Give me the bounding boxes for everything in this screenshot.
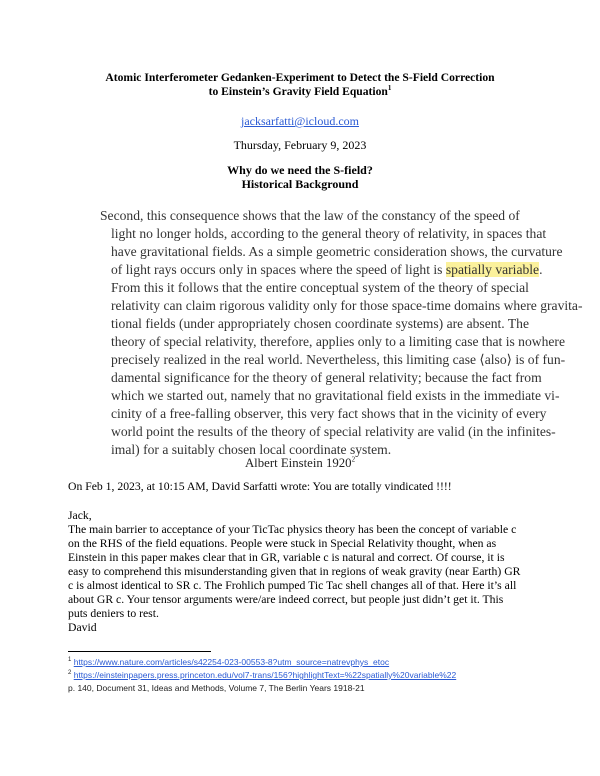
highlighted-text: spatially variable — [445, 262, 540, 277]
author-email — [0, 114, 600, 129]
quote-line: world point the results of the theory of special relativity are valid (in the infinites- — [111, 424, 556, 439]
quote-line: damental significance for the theory of general relativity; because the fact from — [111, 370, 542, 385]
quote-line: light no longer holds, according to the general theory of relativity, in spaces that — [111, 226, 547, 241]
footnote-2: $^2$ https://einsteinpapers.press.princeton.edu/vol7-trans/156?highlightText=%22spatially%20variable%22 — [68, 670, 457, 680]
quote-line: cinity of a free-falling observer, this very fact shows that in the vicinity of every — [111, 406, 547, 421]
section-heading: Why do we need the S-field? — [227, 163, 373, 177]
email-signoff: David — [68, 621, 97, 634]
email-line: easy to comprehend this misunderstanding given that in regions of weak gravity (near Earth) GR — [68, 565, 521, 578]
quote-attribution: Albert Einstein 1920$^2$ — [244, 455, 356, 470]
quote-line: of light rays occurs only in spaces where the speed of light is spatially variable. — [111, 262, 543, 277]
quote-line: imal) for a suitably chosen local coordinate system. — [111, 442, 392, 457]
quote-line: theory of special relativity, therefore, applies only to a limiting case that is nowhere — [111, 334, 565, 349]
email-line: The main barrier to acceptance of your TicTac physics theory has been the concept of variable c — [68, 523, 517, 536]
quote-line: Second, this consequence shows that the law of the constancy of the speed of — [100, 208, 520, 223]
footnote-divider — [68, 651, 211, 652]
quote-line: From this it follows that the entire conceptual system of the theory of special — [111, 280, 529, 295]
footnote-ref-2[interactable]: 2 — [351, 455, 356, 464]
quote-line: relativity can claim rigorous validity only for those space-time domains where gravita- — [111, 298, 583, 313]
quote-line: which we started out, namely that no gravitational field exists in the immediate vi- — [111, 388, 560, 403]
footnote-1: $^1$ https://www.nature.com/articles/s42254-023-00553-8?utm_source=natrevphys_etoc — [68, 657, 390, 667]
document-title-line-1: Atomic Interferometer Gedanken-Experiment to Detect the S-Field Correction — [105, 71, 495, 84]
footnote-2-reference: p. 140, Document 31, Ideas and Methods, Volume 7, The Berlin Years 1918-21 — [68, 683, 365, 693]
document-title-line-2: to Einstein’s Gravity Field Equation$^1$ — [208, 84, 392, 98]
quote-line: tional fields (under appropriately chosen coordinate systems) are absent. The — [111, 316, 529, 331]
email-line: c is almost identical to SR c. The Frohlich pumped Tic Tac shell changes all of that. Here it’s all — [68, 579, 517, 592]
email-link[interactable]: jacksarfatti@icloud.com — [240, 114, 359, 128]
section-subheading: Historical Background — [241, 177, 359, 191]
email-intro: On Feb 1, 2023, at 10:15 AM, David Sarfatti wrote: You are totally vindicated !!!! — [68, 480, 452, 493]
document-date: Thursday, February 9, 2023 — [233, 138, 367, 152]
footnote-ref-1[interactable]: 1 — [387, 84, 392, 93]
footnote-2-link[interactable]: https://einsteinpapers.press.princeton.edu/vol7-trans/156?highlightText=%22spatially%20variable%22 — [73, 670, 457, 680]
quote-line: precisely realized in the real world. Nevertheless, this limiting case ⟨also⟩ is of fun- — [111, 352, 566, 367]
email-line: on the RHS of the field equations. People were stuck in Special Relativity thought, when as — [68, 537, 497, 550]
email-line: puts deniers to rest. — [68, 607, 159, 620]
email-line: Einstein in this paper makes clear that in GR, variable c is natural and correct. Of course, it is — [68, 551, 505, 564]
footnote-1-link[interactable]: https://www.nature.com/articles/s42254-023-00553-8?utm_source=natrevphys_etoc — [73, 657, 390, 667]
quote-line: have gravitational fields. As a simple geometric consideration shows, the curvature — [111, 244, 563, 259]
email-line: about GR c. Your tensor arguments were/are indeed correct, but people just didn’t get it. This — [68, 593, 504, 606]
email-greeting: Jack, — [68, 509, 92, 522]
